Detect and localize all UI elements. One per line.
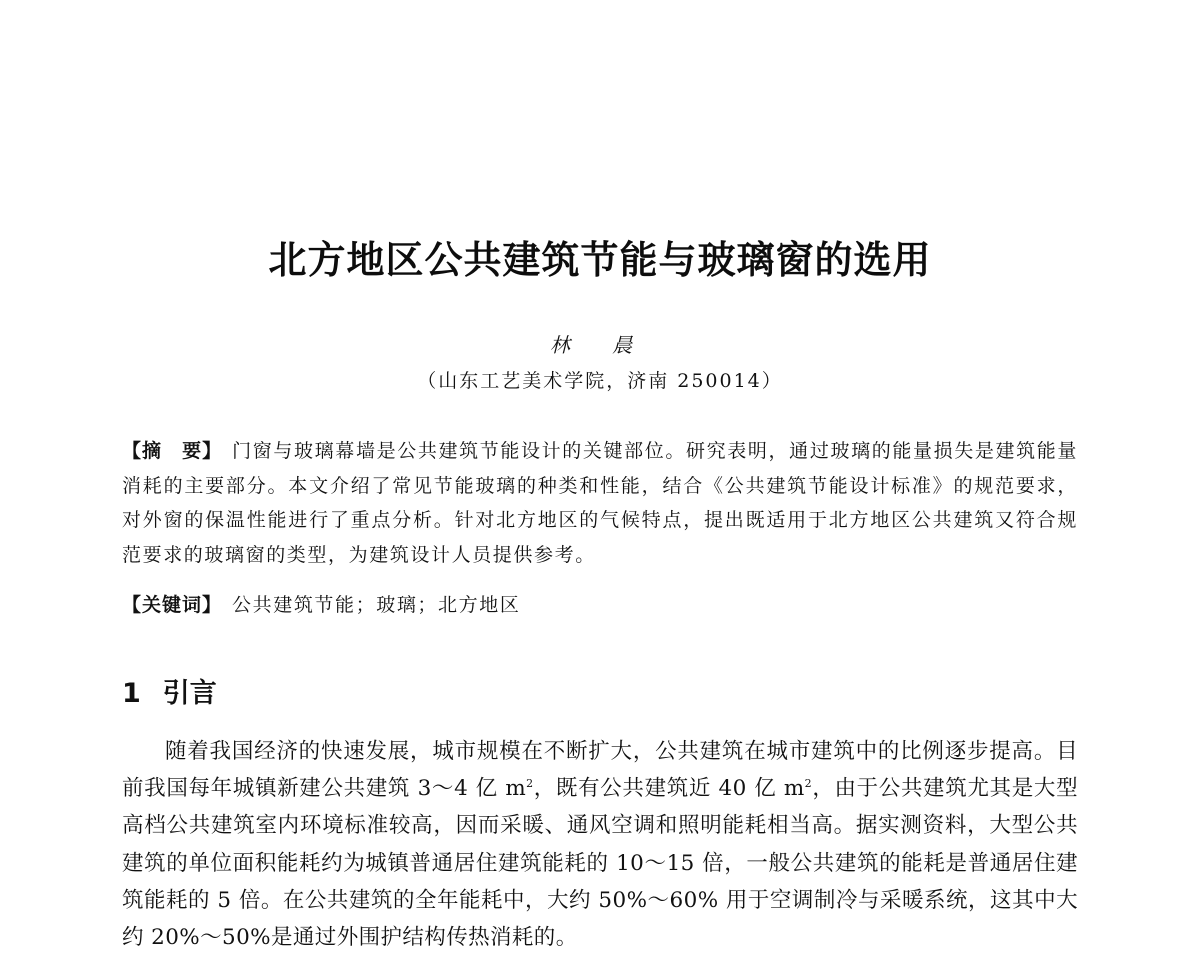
author-name [0, 330, 1200, 360]
abstract-label: 【摘 要】 [122, 440, 223, 462]
keywords [122, 588, 1078, 622]
body-text-part-3: ，由于公共建筑尤其是大型高档公共建筑室内环境标准较高，因而采暖、通风空调和照明能耗相当高。据实测资料，大型公共建筑的单位面积能耗约为城镇普通居住建筑能耗的 10～15 倍，一般公共建筑的能耗是普通居住建筑能耗的 5 倍。在公共建筑的全年能耗中，大约 50%～60% 用于空调制冷与采暖系统，这其中大约 20%～50%是通过外围护结构传热消耗的。 [122, 776, 1078, 951]
abstract-text: 门窗与玻璃幕墙是公共建筑节能设计的关键部位。研究表明，通过玻璃的能量损失是建筑能量消耗的主要部分。本文介绍了常见节能玻璃的种类和性能，结合《公共建筑节能设计标准》的规范要求，对外窗的保温性能进行了重点分析。针对北方地区的气候特点，提出既适用于北方地区公共建筑又符合规范要求的玻璃窗的类型，为建筑设计人员提供参考。 [122, 440, 1078, 566]
paper-title: 北方地区公共建筑节能与玻璃窗的选用 [268, 238, 932, 282]
superscript-1: 2 [526, 777, 534, 791]
keywords-text: 公共建筑节能；玻璃；北方地区 [232, 594, 521, 616]
abstract [122, 434, 1078, 572]
body-text-part-1: 随着我国经济的快速发展，城市规模在不断扩大，公共建筑在城市建筑中的比例逐步提高。目前我国每年城镇新建公共建筑 3～4 亿 m [122, 739, 1078, 802]
keywords-label: 【关键词】 [122, 594, 223, 616]
body-paragraph [122, 733, 1078, 956]
section-number: 1 [122, 678, 141, 709]
author-affiliation: （山东工艺美术学院，济南 250014） [417, 370, 783, 392]
superscript-2: 2 [804, 777, 813, 791]
author-name-text: 林 晨 [549, 333, 651, 357]
section-title: 引言 [162, 678, 217, 709]
section-heading [122, 674, 217, 714]
body-text-part-2: ，既有公共建筑近 40 亿 m [533, 776, 805, 802]
